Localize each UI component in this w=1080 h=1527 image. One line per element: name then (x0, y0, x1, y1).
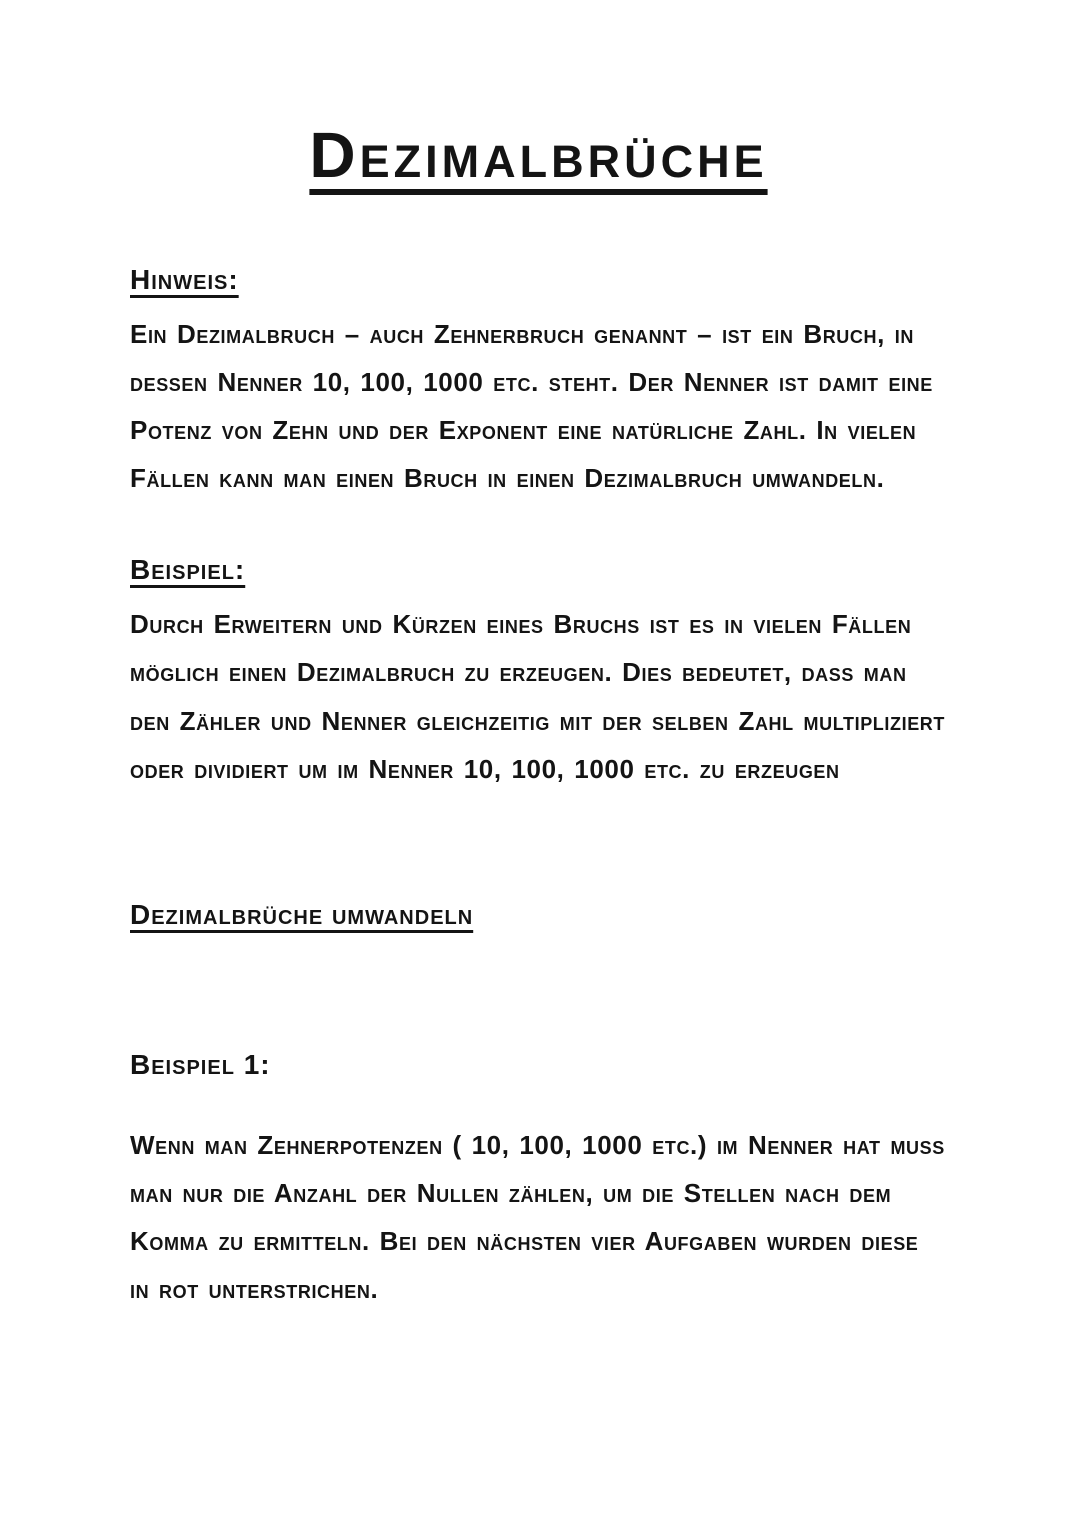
section-beispiel-1 (130, 1049, 947, 1313)
section-beispiel (130, 554, 947, 792)
section-heading-beispiel-1: Beispiel 1: (130, 1048, 271, 1080)
section-heading-umwandeln: Dezimalbrüche umwandeln (130, 898, 474, 930)
section-body-beispiel: Durch Erweitern und Kürzen eines Bruchs ist es in vielen Fällen möglich einen Dezimalbruch zu erzeugen. Dies bedeutet, dass man den Zähler und Nenner gleichzeitig mit der selben Zahl multipliziert oder dividiert um im Nenner 10, 100, 1000 etc. zu erzeugen (130, 609, 946, 784)
section-body-hinweis: Ein Dezimalbruch – auch Zehnerbruch genannt – ist ein Bruch, in dessen Nenner 10, 100, 1000 etc. steht. Der Nenner ist damit eine Potenz von Zehn und der Exponent eine natürliche Zahl. In vielen Fällen kann man einen Bruch in einen Dezimalbruch umwandeln. (130, 319, 933, 494)
section-heading-hinweis: Hinweis: (130, 264, 239, 295)
page-title: Dezimalbrüche (309, 119, 768, 191)
section-heading-beispiel: Beispiel: (130, 554, 246, 586)
section-hinweis (130, 264, 947, 502)
section-body-beispiel-1: Wenn man Zehnerpotenzen ( 10, 100, 1000 etc.) im Nenner hat muss man nur die Anzahl der Nullen zählen, um die Stellen nach dem Komma zu ermitteln. Bei den nächsten vier Aufgaben wurden diese in rot unterstrichen. (130, 1129, 945, 1305)
section-umwandeln (130, 899, 947, 931)
